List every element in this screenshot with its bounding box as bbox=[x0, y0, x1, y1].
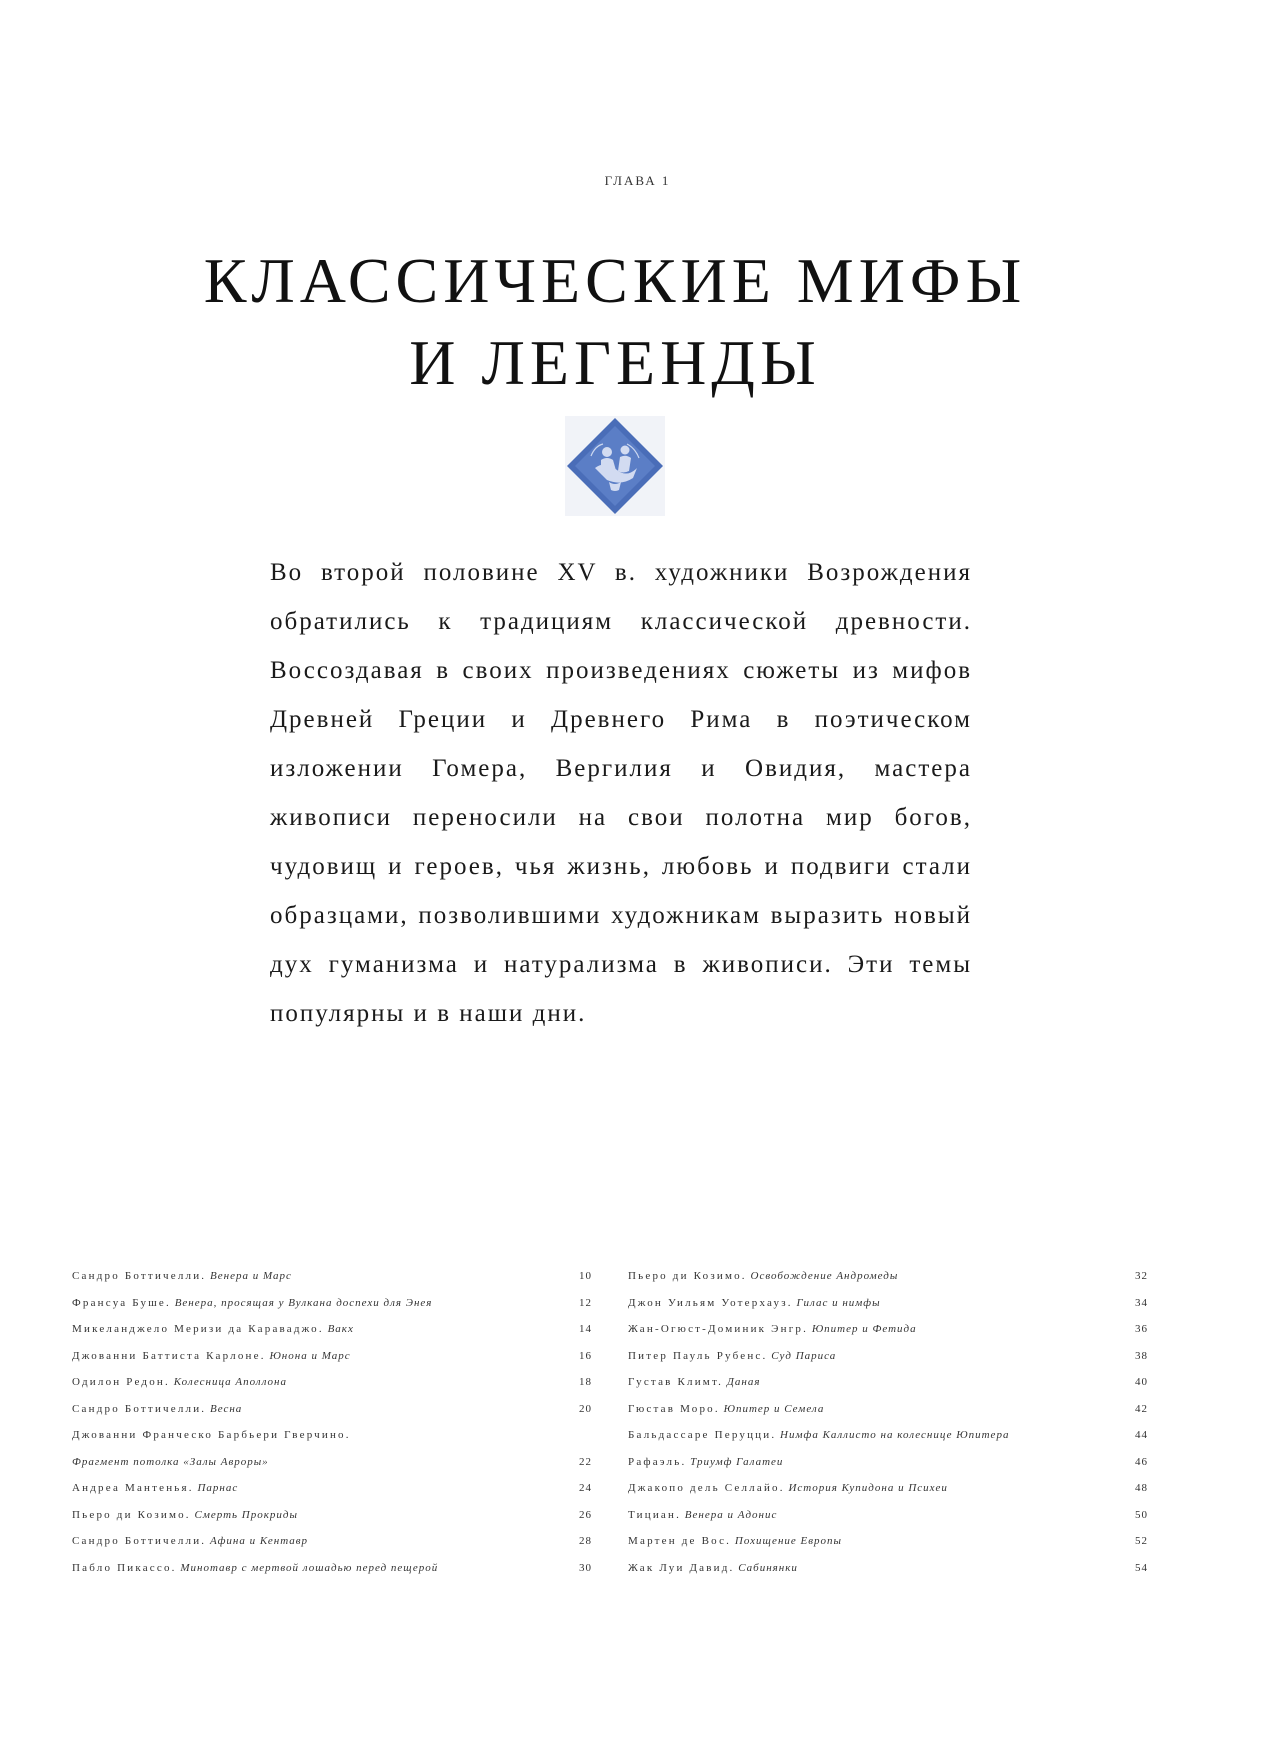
toc-artist: Рафаэль. bbox=[628, 1455, 687, 1468]
toc-entry bbox=[72, 1509, 592, 1536]
toc-page-number: 44 bbox=[1135, 1429, 1148, 1441]
toc-work: Триумф Галатеи bbox=[686, 1455, 784, 1468]
toc-entry bbox=[628, 1429, 1148, 1456]
toc-entry bbox=[72, 1429, 592, 1456]
toc-left-column bbox=[72, 1270, 592, 1588]
chapter-label: ГЛАВА 1 bbox=[604, 173, 671, 188]
toc-entry bbox=[72, 1350, 592, 1377]
toc-page-number: 14 bbox=[579, 1323, 592, 1335]
toc-entry bbox=[72, 1376, 592, 1403]
toc-entry-title bbox=[628, 1297, 881, 1309]
toc-work: Нимфа Каллисто на колеснице Юпитера bbox=[776, 1429, 1010, 1441]
toc-entry bbox=[628, 1482, 1148, 1509]
toc-page-number: 46 bbox=[1135, 1455, 1148, 1468]
toc-entry-title bbox=[72, 1562, 438, 1574]
toc-entry-title bbox=[72, 1509, 298, 1521]
toc-artist: Франсуа Буше. bbox=[72, 1296, 171, 1309]
toc-entry-title bbox=[628, 1376, 760, 1388]
toc-entry-title bbox=[72, 1535, 308, 1547]
toc-page-number: 24 bbox=[579, 1482, 592, 1494]
toc-artist: Одилон Редон. bbox=[72, 1376, 170, 1388]
toc-work: История Купидона и Психеи bbox=[784, 1482, 948, 1494]
toc-entry-title bbox=[72, 1456, 269, 1468]
toc-page-number: 40 bbox=[1135, 1376, 1148, 1388]
toc-work: Венера, просящая у Вулкана доспехи для Энея bbox=[170, 1296, 433, 1309]
toc-work: Даная bbox=[723, 1376, 761, 1388]
toc-page-number: 54 bbox=[1135, 1561, 1148, 1574]
toc-work: Гилас и нимфы bbox=[792, 1296, 881, 1309]
toc-artist: Андреа Мантенья. bbox=[72, 1482, 194, 1494]
toc-page-number: 10 bbox=[579, 1270, 592, 1282]
toc-entry-title bbox=[628, 1429, 1009, 1441]
toc-artist: Сандро Боттичелли. bbox=[72, 1270, 207, 1282]
toc-work: Юнона и Марс bbox=[265, 1349, 351, 1362]
intro-paragraph: Во второй половине XV в. художники Возрождения обратились к традициям классической древности. Воссоздавая в своих произведениях сюжеты из мифов Древней Греции и Древнего Рима в поэтическом изложении Гомера, Вергилия и Овидия, мастера живописи переносили на свои полотна мир богов, чудовищ и героев, чья жизнь, любовь и подвиги стали образцами, позволившими художникам выразить новый дух гуманизма и натурализма в живописи. Эти темы популярны и в наши дни. bbox=[270, 559, 972, 1027]
toc-entry bbox=[72, 1403, 592, 1430]
toc-page-number: 52 bbox=[1135, 1535, 1148, 1547]
toc-entry bbox=[628, 1376, 1148, 1403]
toc-page-number: 48 bbox=[1135, 1482, 1148, 1494]
toc-page-number: 22 bbox=[579, 1455, 592, 1468]
toc-artist: Мартен де Вос. bbox=[628, 1535, 732, 1547]
toc-entry-title bbox=[72, 1323, 354, 1335]
toc-right-column bbox=[628, 1270, 1148, 1588]
toc-entry-title bbox=[628, 1456, 783, 1468]
toc-entry-title bbox=[72, 1376, 287, 1388]
toc-entry-title bbox=[628, 1535, 842, 1547]
toc-artist: Тициан. bbox=[628, 1508, 682, 1521]
toc-page-number: 12 bbox=[579, 1296, 592, 1309]
toc-entry bbox=[628, 1562, 1148, 1589]
toc-entry-title bbox=[628, 1323, 917, 1335]
toc-page-number: 36 bbox=[1135, 1323, 1148, 1335]
toc-entry bbox=[628, 1323, 1148, 1350]
toc-work: Минотавр с мертвой лошадью перед пещерой bbox=[176, 1561, 439, 1574]
toc-work: Освобождение Андромеды bbox=[746, 1270, 899, 1282]
toc-artist: Джакопо дель Селлайо. bbox=[628, 1482, 785, 1494]
toc-work: Вакх bbox=[323, 1323, 354, 1335]
toc-artist: Пьеро ди Козимо. bbox=[628, 1270, 747, 1282]
toc-entry-title bbox=[72, 1429, 351, 1441]
toc-page-number: 30 bbox=[579, 1561, 592, 1574]
toc-page-number: 34 bbox=[1135, 1296, 1148, 1309]
toc-entry bbox=[628, 1509, 1148, 1536]
toc-entry-title bbox=[72, 1482, 238, 1494]
toc-artist: Бальдассаре Перуцци. bbox=[628, 1429, 777, 1441]
toc-entry-title bbox=[628, 1562, 798, 1574]
toc-page-number: 32 bbox=[1135, 1270, 1148, 1282]
toc-page-number: 20 bbox=[579, 1402, 592, 1415]
toc-work: Похищение Европы bbox=[731, 1535, 842, 1547]
toc-work: Фрагмент потолка «Залы Авроры» bbox=[72, 1455, 269, 1468]
toc-artist: Густав Климт. bbox=[628, 1376, 724, 1388]
toc-page-number: 26 bbox=[579, 1508, 592, 1521]
toc-entry-title bbox=[628, 1350, 836, 1362]
toc-work: Суд Париса bbox=[767, 1349, 837, 1362]
toc-artist: Джованни Баттиста Карлоне. bbox=[72, 1349, 266, 1362]
toc-page-number: 28 bbox=[579, 1535, 592, 1547]
toc-entry bbox=[628, 1350, 1148, 1377]
toc-entry bbox=[628, 1456, 1148, 1483]
toc-artist: Сандро Боттичелли. bbox=[72, 1402, 207, 1415]
toc-artist: Гюстав Моро. bbox=[628, 1402, 720, 1415]
toc-page-number: 38 bbox=[1135, 1349, 1148, 1362]
toc-artist: Сандро Боттичелли. bbox=[72, 1535, 207, 1547]
toc-entry bbox=[72, 1270, 592, 1297]
toc-entry bbox=[72, 1456, 592, 1483]
toc-artist: Пьеро ди Козимо. bbox=[72, 1508, 191, 1521]
toc-work: Венера и Марс bbox=[206, 1270, 292, 1282]
toc-work: Афина и Кентавр bbox=[206, 1535, 309, 1547]
toc-work: Весна bbox=[206, 1402, 243, 1415]
toc-artist: Джованни Франческо Барбьери Гверчино. bbox=[72, 1429, 351, 1441]
toc-work: Юпитер и Фетида bbox=[808, 1323, 917, 1335]
toc-work: Юпитер и Семела bbox=[719, 1402, 825, 1415]
toc-work: Парнас bbox=[193, 1482, 239, 1494]
toc-entry-title bbox=[72, 1270, 292, 1282]
toc-artist: Микеланджело Меризи да Караваджо. bbox=[72, 1323, 324, 1335]
toc-entry bbox=[628, 1535, 1148, 1562]
toc-entry bbox=[72, 1323, 592, 1350]
title-line-1: КЛАССИЧЕСКИЕ МИФЫ bbox=[203, 245, 1027, 316]
toc-page-number: 18 bbox=[579, 1376, 592, 1388]
page-title bbox=[0, 240, 1230, 404]
toc-entry bbox=[72, 1297, 592, 1324]
toc-entry bbox=[72, 1535, 592, 1562]
toc-entry-title bbox=[72, 1297, 432, 1309]
toc-entry bbox=[628, 1403, 1148, 1430]
toc-entry bbox=[72, 1482, 592, 1509]
toc-artist: Жан-Огюст-Доминик Энгр. bbox=[628, 1323, 809, 1335]
toc-artist: Питер Пауль Рубенс. bbox=[628, 1349, 768, 1362]
toc-entry-title bbox=[628, 1509, 777, 1521]
toc-work: Венера и Адонис bbox=[681, 1508, 778, 1521]
toc-entry-title bbox=[628, 1403, 824, 1415]
toc-entry-title bbox=[628, 1270, 898, 1282]
toc-work: Смерть Прокриды bbox=[190, 1508, 298, 1521]
toc-page-number: 50 bbox=[1135, 1508, 1148, 1521]
mythological-figures-emblem-icon bbox=[565, 416, 665, 516]
toc-artist: Джон Уильям Уотерхауз. bbox=[628, 1296, 793, 1309]
toc-entry-title bbox=[72, 1350, 351, 1362]
toc-artist: Жак Луи Давид. bbox=[628, 1561, 735, 1574]
toc-page-number: 42 bbox=[1135, 1402, 1148, 1415]
toc-work: Колесница Аполлона bbox=[169, 1376, 287, 1388]
toc-entry-title bbox=[72, 1403, 242, 1415]
toc-entry bbox=[72, 1562, 592, 1589]
toc-artist: Пабло Пикассо. bbox=[72, 1561, 177, 1574]
toc-work: Сабинянки bbox=[734, 1561, 798, 1574]
toc-entry-title bbox=[628, 1482, 948, 1494]
title-line-2: И ЛЕГЕНДЫ bbox=[409, 327, 821, 398]
toc-entry bbox=[628, 1297, 1148, 1324]
toc-page-number: 16 bbox=[579, 1349, 592, 1362]
toc-entry bbox=[628, 1270, 1148, 1297]
